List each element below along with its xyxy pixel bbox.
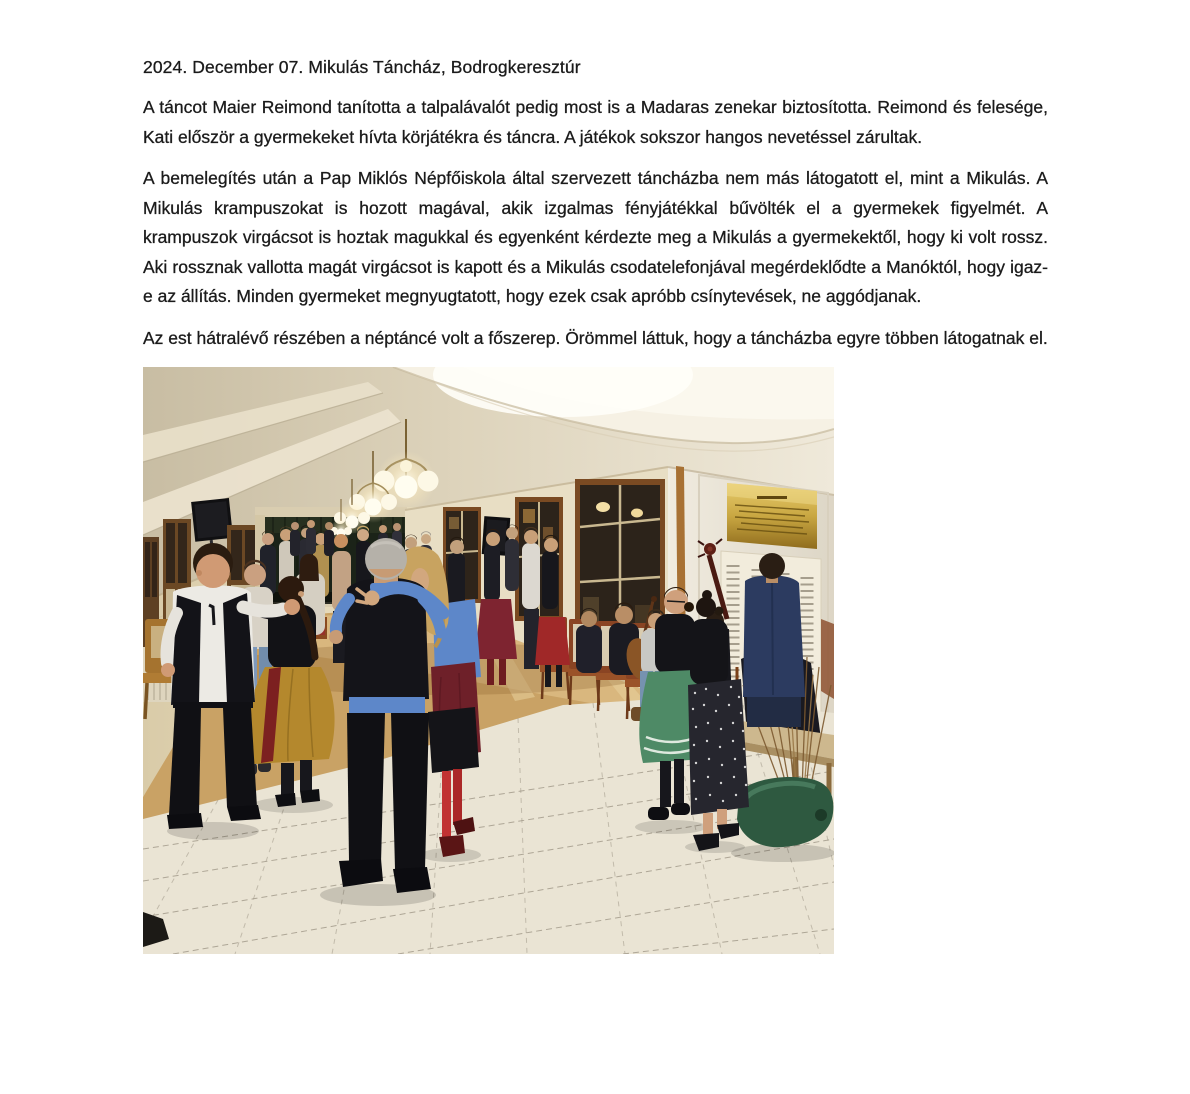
paragraph-2: A bemelegítés után a Pap Miklós Népfőiskola által szervezett táncházba nem más látogatott el, mint a Mikulás. A Mikulás krampuszokat is hozott magával, akik izgalmas fényjátékkal bűvölték el a gyermekek figyelmét. A krampuszok virgácsot is hoztak magukkal és egyenként kérdezte meg a Mikulás a gyermekektől, hogy ki volt rossz. Aki rossznak vallotta magát virgácsot is kapott és a Mikulás csodatelefonjával megérdeklődte a Manóktól, hogy igaz-e az állítás. Minden gyermeket megnyugtatott, hogy ezek csak apróbb csínytevések, ne aggódjanak.: [143, 168, 1048, 306]
paragraph-3: Az est hátralévő részében a néptáncé volt a főszerep. Örömmel láttuk, hogy a táncházba egyre többen látogatnak el.: [143, 327, 1048, 348]
dance-hall-scene: [143, 367, 834, 954]
crowd-figure: [505, 525, 519, 591]
dancing-couple-left: [161, 543, 335, 840]
event-photo: [143, 367, 834, 954]
memorial-plaque: [727, 483, 817, 549]
paragraph-1: A táncot Maier Reimond tanította a talpalávalót pedig most is a Madaras zenekar biztosította. Reimond és felesége, Kati először a gyermekeket hívta körjátékra és táncra. A játékok sokszor hangos nevetéssel zárultak.: [143, 97, 1048, 147]
document-title: 2024. December 07. Mikulás Táncház, Bodrogkeresztúr: [143, 57, 581, 77]
